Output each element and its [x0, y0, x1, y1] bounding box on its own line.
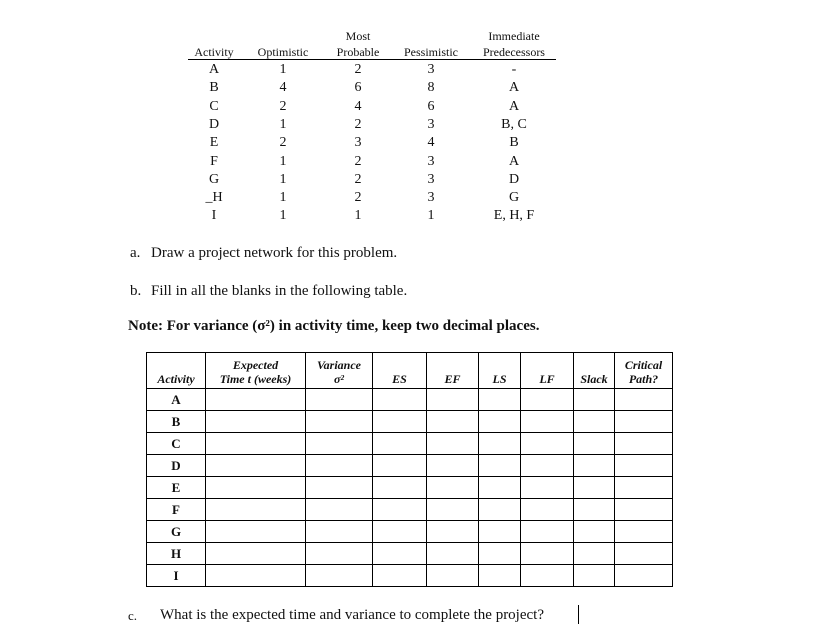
blank-es-cell[interactable]: [373, 543, 427, 565]
activity-row-4-predecessors: B: [509, 135, 519, 151]
blank-critical-path-cell[interactable]: [615, 499, 673, 521]
blank-slack-cell[interactable]: [574, 455, 615, 477]
fill-row-activity: C: [147, 433, 206, 455]
fill-row-activity: G: [147, 521, 206, 543]
blank-es-cell[interactable]: [373, 411, 427, 433]
question-a-label: a.: [130, 245, 141, 261]
fill-row-activity: D: [147, 455, 206, 477]
activity-row-5-pessimistic: 3: [427, 153, 435, 169]
activity-row-0-predecessors: -: [511, 62, 517, 77]
blank-ef-cell[interactable]: [427, 521, 479, 543]
col-activity: Activity: [147, 353, 206, 389]
blank-lf-cell[interactable]: [521, 499, 574, 521]
blank-critical-path-cell[interactable]: [615, 433, 673, 455]
blank-ls-cell[interactable]: [479, 433, 521, 455]
blank-variance-cell[interactable]: [306, 543, 373, 565]
activity-row-6-optimistic: 1: [279, 171, 287, 187]
blank-lf-cell[interactable]: [521, 455, 574, 477]
fill-table-row: [147, 389, 673, 411]
blank-critical-path-cell[interactable]: [615, 389, 673, 411]
col-expected-time: Expected Time t (weeks): [206, 353, 306, 389]
blank-expected-time-cell[interactable]: [206, 389, 306, 411]
fill-in-table: [146, 352, 673, 587]
blank-ls-cell[interactable]: [479, 411, 521, 433]
col-ef: EF: [427, 353, 479, 389]
blank-ef-cell[interactable]: [427, 411, 479, 433]
blank-es-cell[interactable]: [373, 433, 427, 455]
blank-critical-path-cell[interactable]: [615, 477, 673, 499]
activity-row-6-pessimistic: 3: [427, 171, 435, 187]
header-most: Most: [345, 29, 371, 43]
blank-critical-path-cell[interactable]: [615, 455, 673, 477]
blank-ls-cell[interactable]: [479, 565, 521, 587]
activity-row-2-optimistic: 2: [279, 98, 287, 114]
activity-row-3-pessimistic: 3: [427, 116, 435, 132]
question-c-text: What is the expected time and variance to complete the project?: [160, 607, 544, 623]
blank-expected-time-cell[interactable]: [206, 433, 306, 455]
fill-table-row: [147, 477, 673, 499]
fill-row-activity: A: [147, 389, 206, 411]
col-critical-path: Critical Path?: [615, 353, 673, 389]
blank-slack-cell[interactable]: [574, 499, 615, 521]
blank-variance-cell[interactable]: [306, 455, 373, 477]
activity-row-6-activity: G: [208, 171, 220, 187]
activity-row-7-optimistic: 1: [279, 190, 287, 206]
activity-row-8-activity: I: [211, 208, 217, 224]
blank-variance-cell[interactable]: [306, 411, 373, 433]
fill-table-row: [147, 411, 673, 433]
blank-expected-time-cell[interactable]: [206, 499, 306, 521]
col-ls: LS: [479, 353, 521, 389]
col-slack: Slack: [574, 353, 615, 389]
blank-lf-cell[interactable]: [521, 389, 574, 411]
header-immediate: Immediate: [488, 29, 540, 43]
blank-es-cell[interactable]: [373, 565, 427, 587]
blank-ls-cell[interactable]: [479, 455, 521, 477]
blank-es-cell[interactable]: [373, 389, 427, 411]
question-a-text: Draw a project network for this problem.: [151, 245, 398, 261]
activity-row-3-activity: D: [208, 116, 220, 132]
blank-variance-cell[interactable]: [306, 521, 373, 543]
activity-row-3-probable: 2: [354, 116, 362, 132]
blank-es-cell[interactable]: [373, 477, 427, 499]
question-b-label: b.: [130, 283, 142, 299]
header-probable: Probable: [336, 45, 380, 59]
header-pessimistic: Pessimistic: [403, 45, 458, 59]
blank-es-cell[interactable]: [373, 521, 427, 543]
activity-row-6-predecessors: D: [508, 171, 520, 187]
blank-slack-cell[interactable]: [574, 411, 615, 433]
text-cursor: [578, 605, 579, 624]
blank-ef-cell[interactable]: [427, 565, 479, 587]
blank-variance-cell[interactable]: [306, 433, 373, 455]
fill-row-activity: F: [147, 499, 206, 521]
blank-ls-cell[interactable]: [479, 389, 521, 411]
activity-row-2-activity: C: [209, 98, 219, 114]
activity-row-7-predecessors: G: [508, 190, 520, 206]
blank-critical-path-cell[interactable]: [615, 543, 673, 565]
fill-table-header-row: [147, 353, 673, 389]
blank-critical-path-cell[interactable]: [615, 521, 673, 543]
activity-row-1-activity: B: [209, 80, 219, 96]
fill-table-row: [147, 433, 673, 455]
activity-row-2-pessimistic: 6: [427, 98, 435, 114]
question-c-label: c.: [128, 608, 138, 623]
activity-row-1-probable: 6: [354, 80, 362, 96]
blank-ls-cell[interactable]: [479, 499, 521, 521]
activity-row-5-predecessors: A: [508, 153, 520, 169]
activity-row-4-optimistic: 2: [279, 135, 287, 151]
blank-ls-cell[interactable]: [479, 543, 521, 565]
blank-expected-time-cell[interactable]: [206, 455, 306, 477]
activity-row-8-predecessors: E, H, F: [493, 208, 535, 224]
activity-row-4-activity: E: [209, 135, 219, 151]
blank-slack-cell[interactable]: [574, 543, 615, 565]
blank-ls-cell[interactable]: [479, 477, 521, 499]
fill-table-row: [147, 521, 673, 543]
variance-note: Note: For variance (σ²) in activity time, keep two decimal places.: [128, 318, 540, 334]
fill-row-activity: E: [147, 477, 206, 499]
activity-row-7-activity: _H: [205, 190, 223, 206]
blank-lf-cell[interactable]: [521, 477, 574, 499]
blank-variance-cell[interactable]: [306, 477, 373, 499]
blank-ef-cell[interactable]: [427, 389, 479, 411]
blank-expected-time-cell[interactable]: [206, 565, 306, 587]
blank-es-cell[interactable]: [373, 499, 427, 521]
activity-row-4-pessimistic: 4: [427, 135, 435, 151]
activity-row-4-probable: 3: [354, 135, 362, 151]
blank-expected-time-cell[interactable]: [206, 543, 306, 565]
header-optimistic: Optimistic: [257, 45, 309, 59]
activity-row-7-probable: 2: [354, 190, 362, 206]
activity-row-0-optimistic: 1: [279, 62, 287, 77]
activity-row-1-predecessors: A: [508, 80, 520, 96]
blank-variance-cell[interactable]: [306, 389, 373, 411]
fill-row-activity: B: [147, 411, 206, 433]
activity-row-1-pessimistic: 8: [427, 80, 435, 96]
fill-table-row: [147, 565, 673, 587]
blank-expected-time-cell[interactable]: [206, 477, 306, 499]
blank-slack-cell[interactable]: [574, 565, 615, 587]
blank-ef-cell[interactable]: [427, 477, 479, 499]
header-predecessors: Predecessors: [483, 45, 545, 59]
fill-table-row: [147, 499, 673, 521]
activity-row-8-probable: 1: [354, 208, 362, 224]
question-b-text: Fill in all the blanks in the following table.: [151, 283, 408, 299]
blank-expected-time-cell[interactable]: [206, 521, 306, 543]
blank-expected-time-cell[interactable]: [206, 411, 306, 433]
blank-variance-cell[interactable]: [306, 565, 373, 587]
blank-ls-cell[interactable]: [479, 521, 521, 543]
activity-row-7-pessimistic: 3: [427, 190, 435, 206]
fill-row-activity: I: [147, 565, 206, 587]
activity-row-0-pessimistic: 3: [427, 62, 435, 77]
activity-row-2-predecessors: A: [508, 98, 520, 114]
blank-ef-cell[interactable]: [427, 499, 479, 521]
blank-slack-cell[interactable]: [574, 521, 615, 543]
header-activity: Activity: [194, 45, 234, 59]
activity-row-8-optimistic: 1: [279, 208, 287, 224]
header-rule: [188, 59, 556, 60]
blank-slack-cell[interactable]: [574, 389, 615, 411]
col-lf: LF: [521, 353, 574, 389]
blank-variance-cell[interactable]: [306, 499, 373, 521]
blank-lf-cell[interactable]: [521, 433, 574, 455]
blank-es-cell[interactable]: [373, 455, 427, 477]
blank-critical-path-cell[interactable]: [615, 411, 673, 433]
blank-slack-cell[interactable]: [574, 477, 615, 499]
activity-row-3-predecessors: B, C: [501, 116, 527, 132]
activity-row-3-optimistic: 1: [279, 116, 287, 132]
blank-slack-cell[interactable]: [574, 433, 615, 455]
blank-ef-cell[interactable]: [427, 455, 479, 477]
blank-lf-cell[interactable]: [521, 543, 574, 565]
fill-table-row: [147, 455, 673, 477]
blank-lf-cell[interactable]: [521, 565, 574, 587]
activity-row-5-probable: 2: [354, 153, 362, 169]
fill-row-activity: H: [147, 543, 206, 565]
blank-ef-cell[interactable]: [427, 433, 479, 455]
blank-ef-cell[interactable]: [427, 543, 479, 565]
blank-lf-cell[interactable]: [521, 521, 574, 543]
activity-row-6-probable: 2: [354, 171, 362, 187]
blank-lf-cell[interactable]: [521, 411, 574, 433]
activity-row-1-optimistic: 4: [279, 80, 287, 96]
activity-row-5-activity: F: [210, 153, 218, 169]
col-es: ES: [373, 353, 427, 389]
activity-row-2-probable: 4: [354, 98, 362, 114]
activity-row-5-optimistic: 1: [279, 153, 287, 169]
activity-row-0-probable: 2: [354, 62, 362, 77]
activity-row-0-activity: A: [208, 62, 220, 77]
fill-table-row: [147, 543, 673, 565]
col-variance: Variance σ²: [306, 353, 373, 389]
activity-row-8-pessimistic: 1: [427, 208, 435, 224]
blank-critical-path-cell[interactable]: [615, 565, 673, 587]
